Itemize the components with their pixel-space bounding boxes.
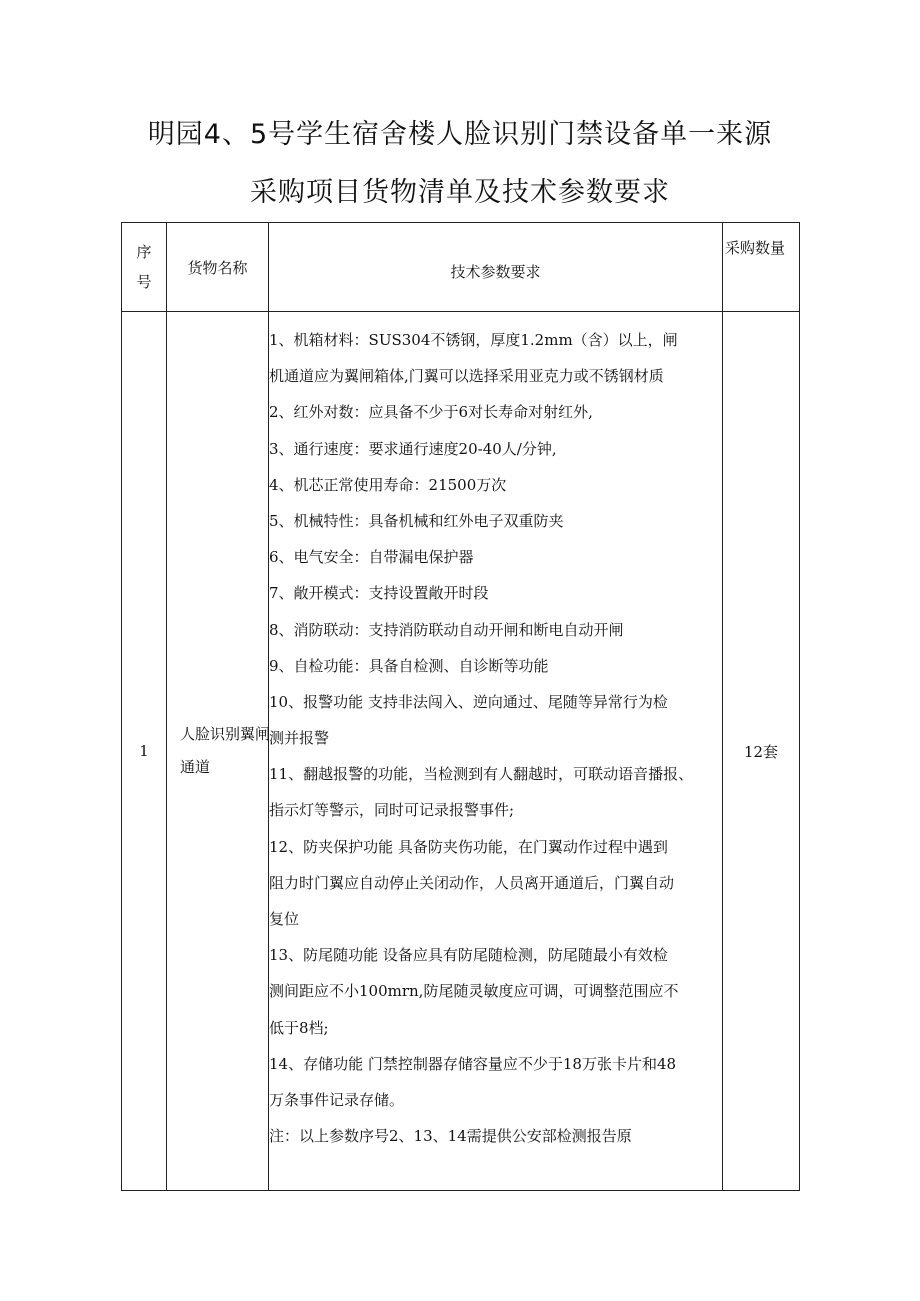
header-seq [122, 223, 167, 312]
spec-line: 测并报警 [269, 729, 330, 748]
spec-lines-container [269, 322, 722, 1154]
spec-line: 10、报警功能 支持非法闯入、逆向通过、尾随等异常行为检 [269, 692, 668, 711]
row-goods-name [167, 312, 269, 1191]
header-seq-line-1: 序 [136, 243, 152, 261]
row-quantity: 12套 [723, 312, 800, 1191]
row-tech-spec [269, 312, 723, 1191]
spec-line: 13、防尾随功能 设备应具有防尾随检测，防尾随最小有效检 [269, 946, 668, 965]
spec-line: 万条事件记录存储。 [269, 1090, 405, 1109]
spec-line: 8、消防联动：支持消防联动自动开闸和断电自动开闸 [269, 620, 624, 639]
row-seq: 1 [122, 312, 167, 1191]
spec-line: 7、敞开模式：支持设置敞开时段 [269, 584, 489, 603]
spec-line: 4、机芯正常使用寿命：21500万次 [269, 475, 507, 494]
table-row [122, 312, 800, 1191]
spec-line: 复位 [269, 910, 300, 928]
header-goods-name: 货物名称 [167, 223, 269, 312]
header-tech-spec: 技术参数要求 [269, 223, 723, 312]
document-title-line-2: 采购项目货物清单及技术参数要求 [250, 177, 670, 208]
header-quantity: 采购数量 [723, 223, 800, 312]
document-title-line-1: 明园4、5号学生宿舍楼人脸识别门禁设备单一来源 [147, 119, 773, 150]
spec-line: 12、防夹保护功能 具备防夹伤功能，在门翼动作过程中遇到 [269, 837, 668, 856]
spec-line: 测间距应不小100mrn,防尾随灵敏度应可调，可调整范围应不 [269, 982, 679, 1001]
spec-line: 低于8档; [269, 1018, 329, 1037]
spec-line: 3、通行速度：要求通行速度20-40人/分钟, [269, 439, 557, 458]
table-header-row [122, 223, 800, 312]
spec-line: 指示灯等警示，同时可记录报警事件; [269, 801, 515, 820]
spec-line: 阻力时门翼应自动停止关闭动作，人员离开通道后，门翼自动 [269, 873, 675, 892]
spec-line: 9、自检功能：具备自检测、自诊断等功能 [269, 656, 549, 675]
spec-line: 2、红外对数：应具备不少于6对长寿命对射红外, [269, 403, 593, 422]
header-seq-line-2: 号 [136, 273, 152, 291]
spec-line: 6、电气安全：自带漏电保护器 [269, 548, 474, 567]
spec-line: 5、机械特性：具备机械和红外电子双重防夹 [269, 511, 564, 530]
spec-line: 机通道应为翼闸箱体,门翼可以选择采用亚克力或不锈钢材质 [269, 367, 664, 386]
row-goods-name-text: 人脸识别翼闸通道 [180, 725, 271, 776]
spec-line: 注：以上参数序号2、13、14需提供公安部检测报告原 [269, 1127, 632, 1146]
procurement-spec-table [121, 222, 800, 1191]
spec-line: 1、机箱材料：SUS304不锈钢，厚度1.2mm（含）以上，闸 [269, 331, 678, 349]
spec-line: 11、翻越报警的功能，当检测到有人翻越时，可联动语音播报、 [269, 765, 694, 784]
spec-line: 14、存储功能 门禁控制器存储容量应不少于18万张卡片和48 [269, 1054, 677, 1073]
